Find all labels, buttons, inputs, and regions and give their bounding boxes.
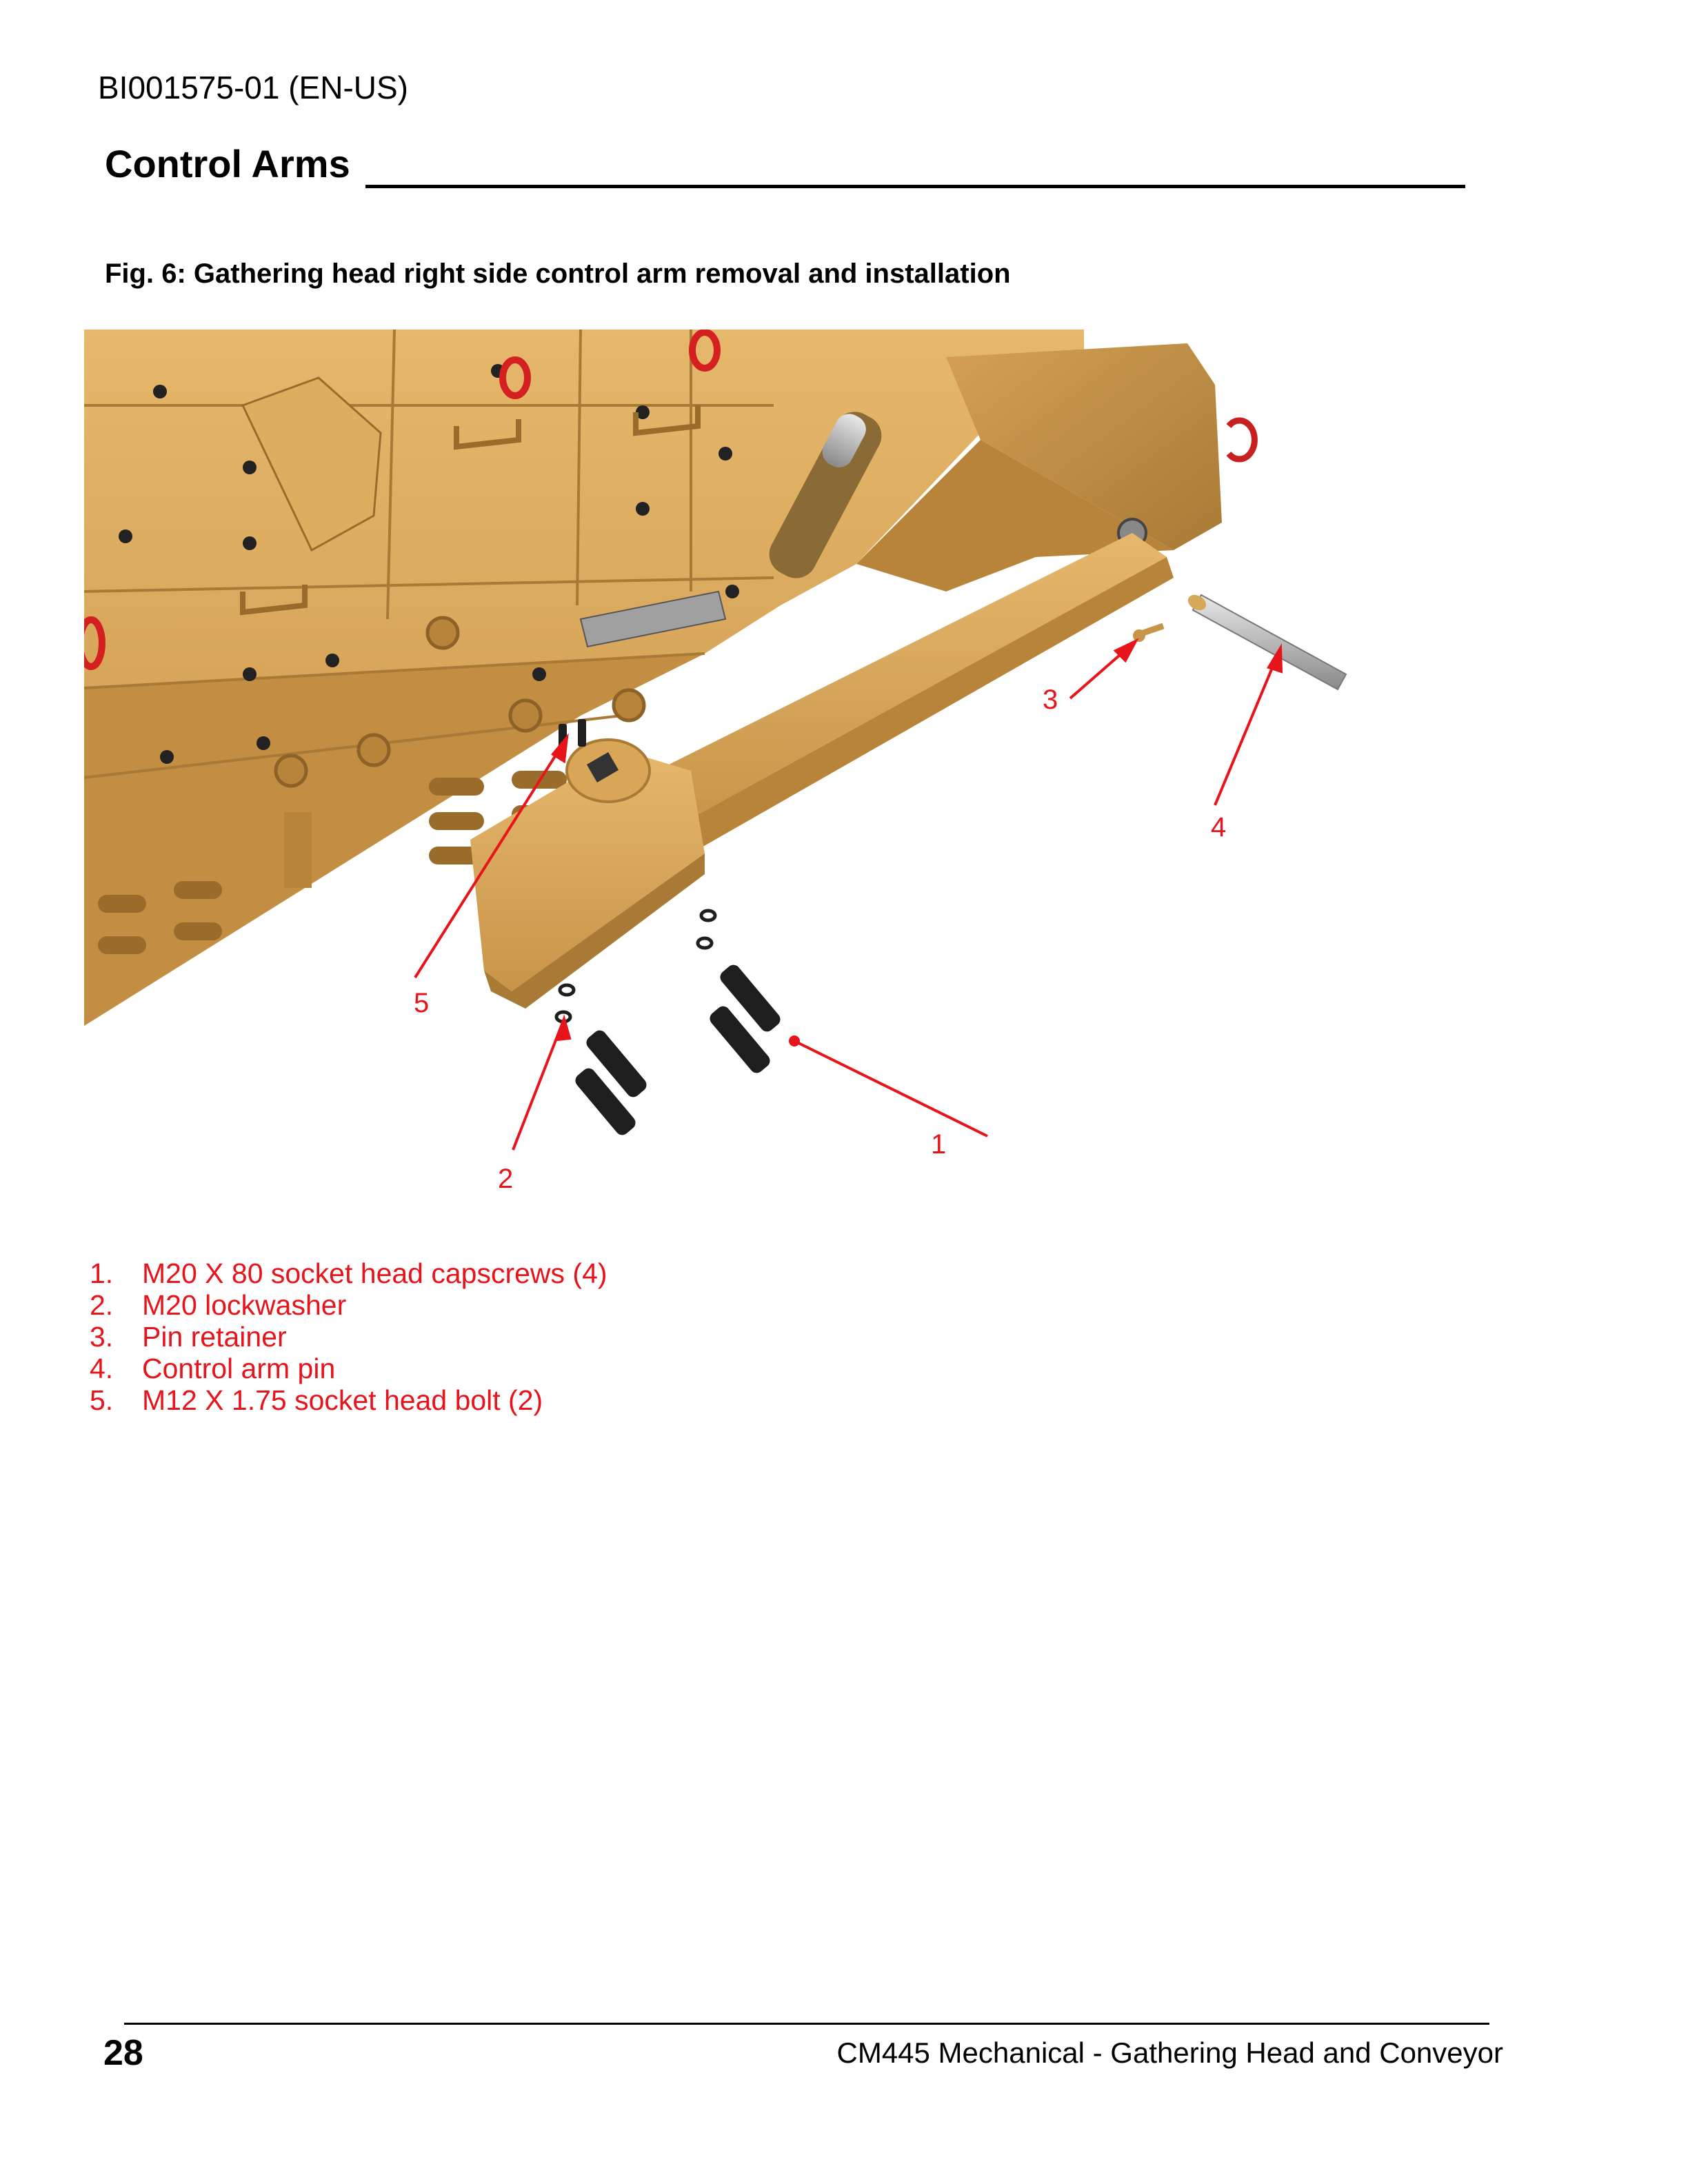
footer-divider bbox=[124, 2023, 1489, 2025]
parts-list bbox=[90, 1257, 607, 1416]
callout-4: 4 bbox=[1211, 812, 1227, 842]
page-number: 28 bbox=[103, 2033, 143, 2073]
control-arm-illustration bbox=[84, 330, 1463, 1212]
list-item-label: M12 X 1.75 socket head bolt (2) bbox=[142, 1384, 543, 1416]
list-item bbox=[90, 1353, 607, 1384]
section-title: Control Arms bbox=[105, 142, 350, 185]
callout-3: 3 bbox=[1043, 685, 1058, 715]
list-item bbox=[90, 1321, 607, 1353]
list-item-label: M20 X 80 socket head capscrews (4) bbox=[142, 1257, 607, 1289]
list-item-number: 5. bbox=[90, 1384, 114, 1416]
list-item-number: 4. bbox=[90, 1353, 114, 1384]
list-item bbox=[90, 1384, 607, 1416]
list-item-label: M20 lockwasher bbox=[142, 1289, 347, 1321]
footer-title: CM445 Mechanical - Gathering Head and Conveyor bbox=[836, 2036, 1503, 2069]
control-arm-pin bbox=[1185, 592, 1346, 689]
socket-head-capscrews bbox=[572, 962, 783, 1138]
list-item-label: Control arm pin bbox=[142, 1353, 336, 1384]
callout-1: 1 bbox=[931, 1129, 947, 1160]
title-underline bbox=[365, 185, 1465, 188]
gathering-head-body bbox=[84, 330, 1254, 1026]
list-item-number: 3. bbox=[90, 1321, 114, 1353]
list-item bbox=[90, 1289, 607, 1321]
list-item-number: 1. bbox=[90, 1257, 114, 1289]
figure-caption: Fig. 6: Gathering head right side control arm removal and installation bbox=[105, 259, 1011, 289]
list-item-label: Pin retainer bbox=[142, 1321, 287, 1353]
callout-5: 5 bbox=[414, 988, 430, 1018]
list-item bbox=[90, 1257, 607, 1289]
list-item-number: 2. bbox=[90, 1289, 114, 1321]
callout-2: 2 bbox=[498, 1164, 514, 1194]
document-id: BI001575-01 (EN-US) bbox=[98, 70, 408, 105]
